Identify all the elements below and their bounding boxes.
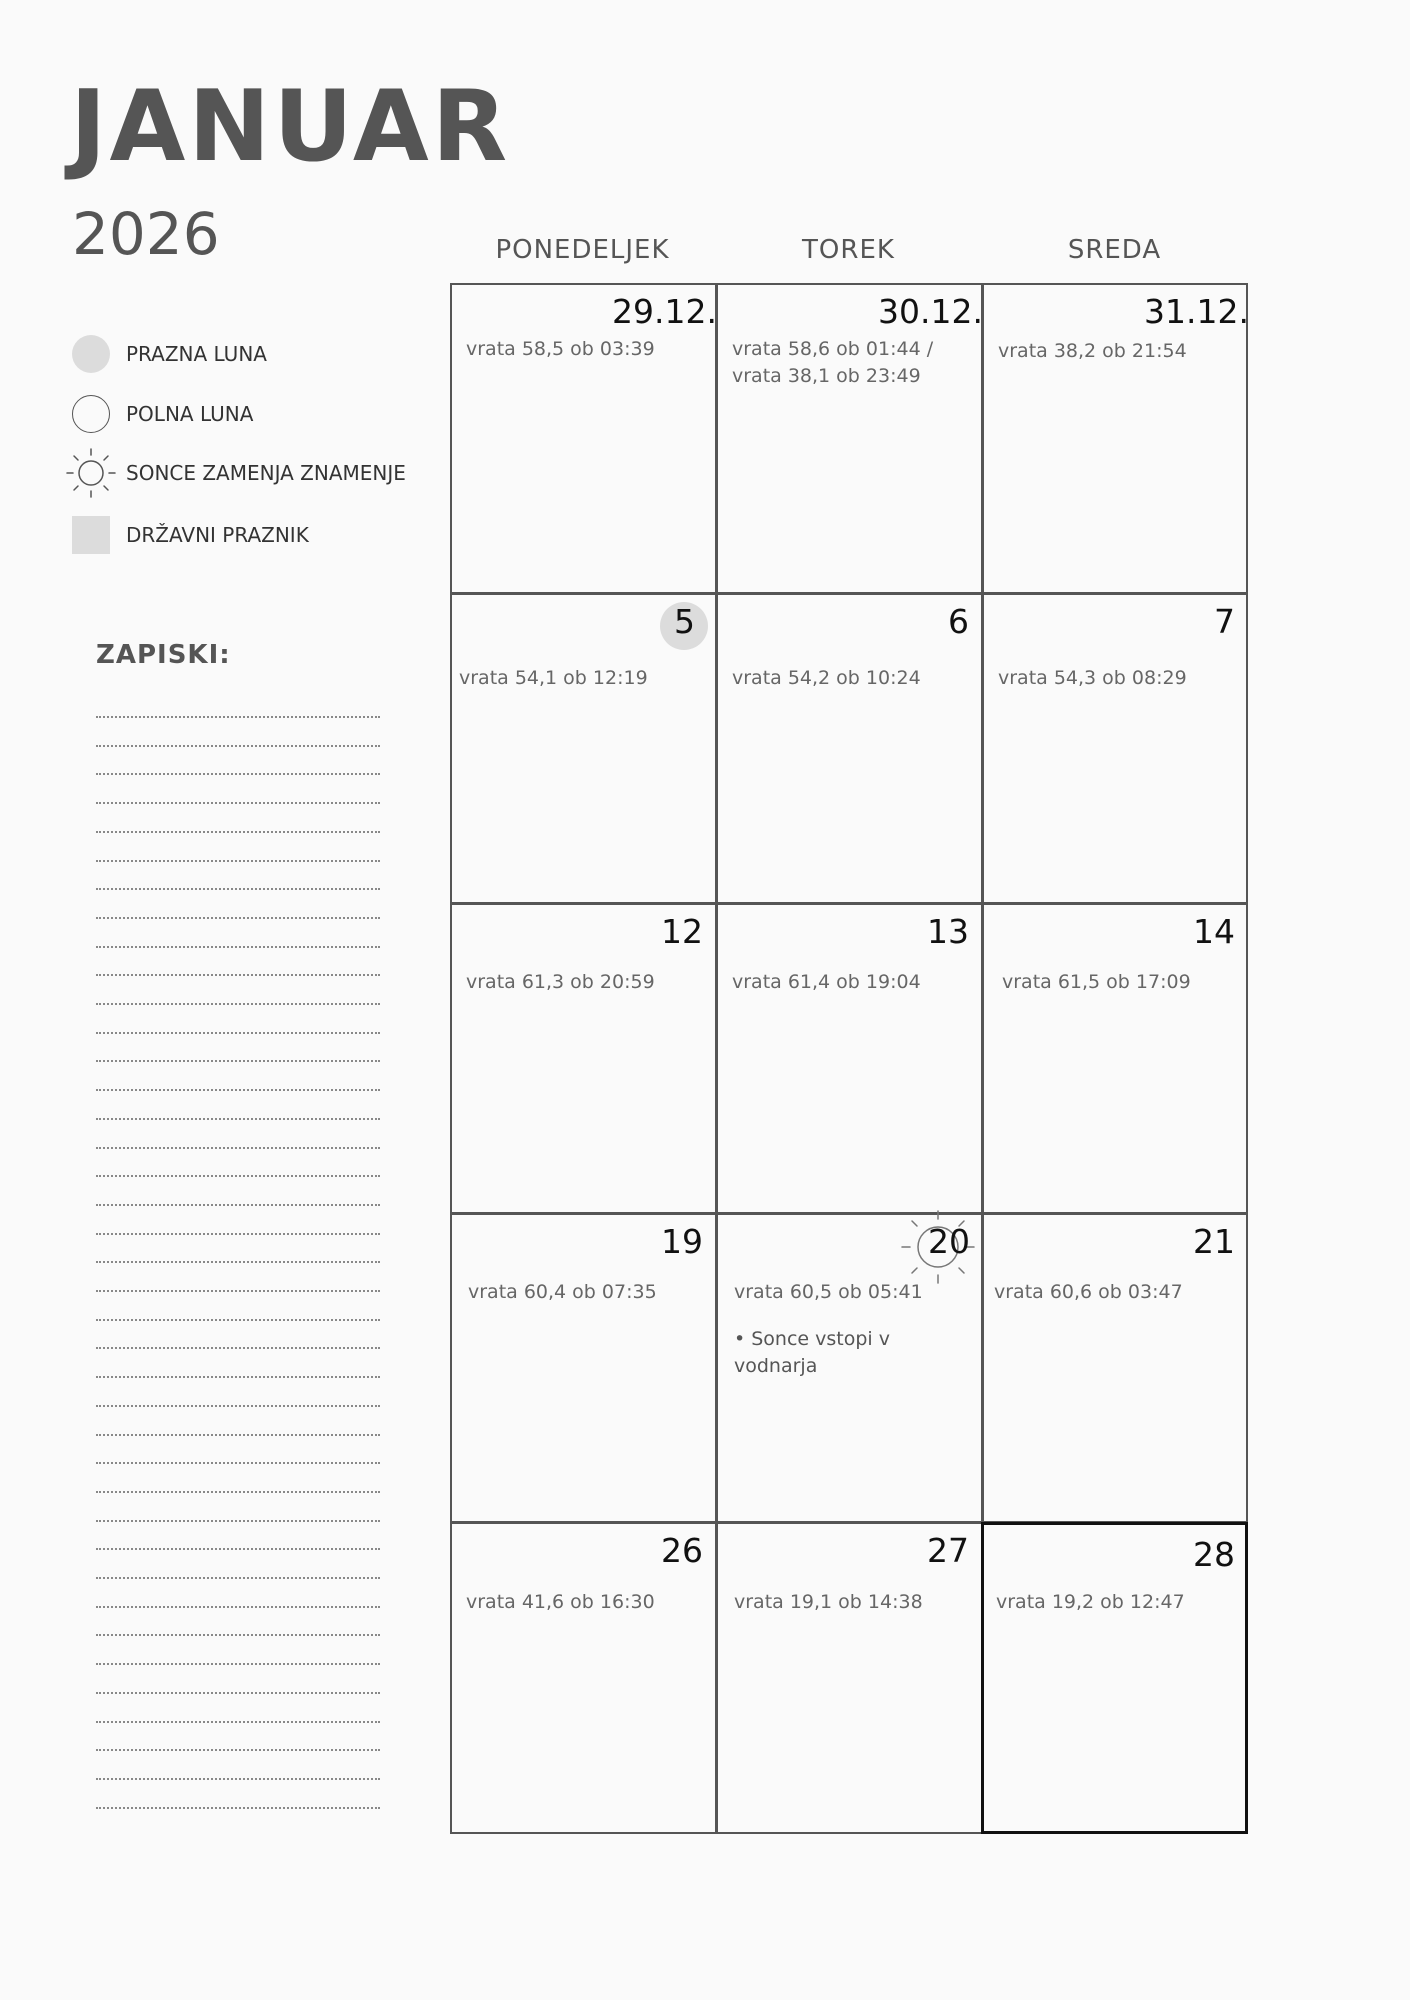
note-line[interactable] xyxy=(96,917,380,919)
note-line[interactable] xyxy=(96,888,380,890)
note-line[interactable] xyxy=(96,1434,380,1436)
note-line[interactable] xyxy=(96,1290,380,1292)
moon-gate-text: vrata 60,5 ob 05:41 xyxy=(734,1281,923,1303)
note-line[interactable] xyxy=(96,1376,380,1378)
day-number: 12 xyxy=(661,912,703,951)
legend-label: DRŽAVNI PRAZNIK xyxy=(126,523,309,547)
note-line[interactable] xyxy=(96,716,380,718)
moon-gate-text: vrata 58,5 ob 03:39 xyxy=(466,338,655,360)
note-line[interactable] xyxy=(96,802,380,804)
legend-label: POLNA LUNA xyxy=(126,402,254,426)
note-line[interactable] xyxy=(96,1749,380,1751)
note-line[interactable] xyxy=(96,1060,380,1062)
moon-gate-text: vrata 41,6 ob 16:30 xyxy=(466,1591,655,1613)
legend-item-holiday xyxy=(72,515,309,555)
note-line[interactable] xyxy=(96,1003,380,1005)
year-title: 2026 xyxy=(72,200,220,268)
note-line[interactable] xyxy=(96,1634,380,1636)
note-line[interactable] xyxy=(96,1462,380,1464)
full-moon-icon xyxy=(72,395,110,433)
day-number: 21 xyxy=(1193,1222,1235,1261)
note-line[interactable] xyxy=(96,1577,380,1579)
weekday-wednesday: SREDA xyxy=(1067,235,1162,265)
moon-gate-text: vrata 61,4 ob 19:04 xyxy=(732,971,921,993)
day-cell[interactable] xyxy=(452,595,717,904)
moon-gate-text: vrata 58,6 ob 01:44 / vrata 38,1 ob 23:49 xyxy=(732,338,934,387)
day-cell[interactable] xyxy=(718,905,983,1214)
moon-gate-text: vrata 60,4 ob 07:35 xyxy=(468,1281,657,1303)
legend-item-sun-sign xyxy=(72,453,406,493)
note-line[interactable] xyxy=(96,1778,380,1780)
legend-label: PRAZNA LUNA xyxy=(126,342,267,366)
moon-gate-text: vrata 54,2 ob 10:24 xyxy=(732,667,921,689)
sun-sign-change-icon xyxy=(72,454,110,492)
note-line[interactable] xyxy=(96,1261,380,1263)
day-cell[interactable] xyxy=(718,285,983,594)
day-number: 30.12. xyxy=(878,292,983,331)
note-line[interactable] xyxy=(96,1405,380,1407)
day-cell[interactable] xyxy=(452,1215,717,1524)
note-line[interactable] xyxy=(96,1807,380,1809)
legend-label: SONCE ZAMENJA ZNAMENJE xyxy=(126,461,406,485)
note-line[interactable] xyxy=(96,1118,380,1120)
day-number: 26 xyxy=(661,1531,703,1570)
day-cell[interactable] xyxy=(452,905,717,1214)
day-number: 19 xyxy=(661,1222,703,1261)
note-line[interactable] xyxy=(96,831,380,833)
note-line[interactable] xyxy=(96,1319,380,1321)
weekday-monday: PONEDELJEK xyxy=(495,235,670,265)
day-number: 31.12. xyxy=(1144,292,1249,331)
note-line[interactable] xyxy=(96,1491,380,1493)
day-number: 29.12. xyxy=(612,292,717,331)
legend-item-full-moon xyxy=(72,394,253,434)
note-line[interactable] xyxy=(96,1721,380,1723)
day-number: 14 xyxy=(1193,912,1235,951)
day-number: 5 xyxy=(674,602,695,641)
moon-gate-text: vrata 61,3 ob 20:59 xyxy=(466,971,655,993)
note-line[interactable] xyxy=(96,745,380,747)
note-line[interactable] xyxy=(96,1692,380,1694)
moon-gate-text: vrata 38,2 ob 21:54 xyxy=(998,340,1187,362)
event-text: • Sonce vstopi v vodnarja xyxy=(734,1328,890,1377)
note-line[interactable] xyxy=(96,1606,380,1608)
day-cell[interactable] xyxy=(452,1524,717,1833)
month-title: JANUAR xyxy=(70,70,511,184)
note-line[interactable] xyxy=(96,974,380,976)
day-cell[interactable] xyxy=(984,595,1249,904)
day-cell[interactable] xyxy=(984,285,1249,594)
day-cell[interactable] xyxy=(718,595,983,904)
legend-item-new-moon xyxy=(72,334,267,374)
day-cell[interactable] xyxy=(984,1215,1249,1524)
moon-gate-text: vrata 19,2 ob 12:47 xyxy=(996,1591,1185,1613)
note-line[interactable] xyxy=(96,1204,380,1206)
note-line[interactable] xyxy=(96,1032,380,1034)
moon-gate-text: vrata 60,6 ob 03:47 xyxy=(994,1281,1183,1303)
holiday-square-icon xyxy=(72,516,110,554)
weekday-tuesday: TOREK xyxy=(802,235,895,265)
moon-gate-text: vrata 54,1 ob 12:19 xyxy=(459,667,648,689)
day-number: 28 xyxy=(1193,1535,1235,1574)
day-cell[interactable] xyxy=(452,285,717,594)
moon-gate-text: vrata 19,1 ob 14:38 xyxy=(734,1591,923,1613)
note-line[interactable] xyxy=(96,1548,380,1550)
note-line[interactable] xyxy=(96,860,380,862)
moon-gate-text: vrata 61,5 ob 17:09 xyxy=(1002,971,1191,993)
day-cell[interactable] xyxy=(984,905,1249,1214)
day-cell[interactable] xyxy=(718,1524,983,1833)
note-line[interactable] xyxy=(96,1663,380,1665)
moon-gate-text: vrata 54,3 ob 08:29 xyxy=(998,667,1187,689)
note-line[interactable] xyxy=(96,773,380,775)
note-line[interactable] xyxy=(96,1520,380,1522)
note-line[interactable] xyxy=(96,1089,380,1091)
note-line[interactable] xyxy=(96,1147,380,1149)
note-line[interactable] xyxy=(96,1175,380,1177)
day-cell[interactable] xyxy=(718,1215,983,1524)
day-number: 13 xyxy=(927,912,969,951)
notes-title: ZAPISKI: xyxy=(96,640,231,670)
note-line[interactable] xyxy=(96,1233,380,1235)
day-number: 7 xyxy=(1214,602,1235,641)
day-number: 27 xyxy=(927,1531,969,1570)
day-number: 6 xyxy=(948,602,969,641)
note-line[interactable] xyxy=(96,946,380,948)
day-number: 20 xyxy=(928,1222,970,1261)
new-moon-icon xyxy=(72,335,110,373)
day-cell[interactable] xyxy=(984,1524,1249,1833)
note-line[interactable] xyxy=(96,1347,380,1349)
